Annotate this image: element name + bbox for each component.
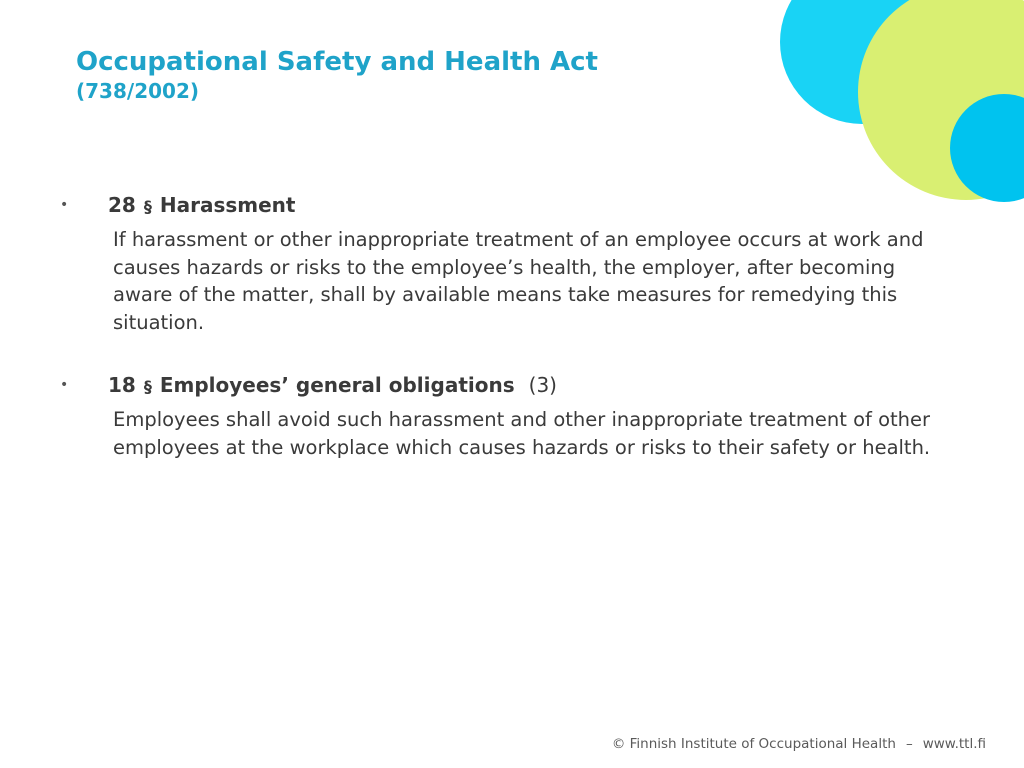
footer-website-link[interactable]: www.ttl.fi — [922, 736, 986, 752]
slide-title — [76, 46, 598, 104]
title-act-number: (738/2002) — [76, 79, 199, 103]
section-sign: § — [143, 197, 152, 216]
bullet-icon: • — [60, 197, 69, 213]
footer-copyright: © Finnish Institute of Occupational Health — [611, 736, 896, 752]
section-text: If harassment or other inappropriate treatment of an employee occurs at work and causes hazards or risks to the employee’s health, the employer, after becoming aware of the matter, shall by available means take measures for remedying this situation. — [113, 228, 924, 334]
cyan-circle — [780, 0, 944, 124]
section-title: Employees’ general obligations — [159, 373, 515, 397]
section-sign: § — [143, 377, 152, 396]
section-title: Harassment — [159, 193, 296, 217]
section-item-harassment — [60, 192, 940, 336]
section-number: 28 — [108, 193, 136, 217]
section-heading — [60, 192, 940, 220]
section-heading — [60, 372, 940, 400]
lime-circle — [858, 0, 1024, 200]
section-item-obligations — [60, 372, 940, 461]
blue-circle — [950, 94, 1024, 202]
subsection-number: (3) — [528, 373, 557, 397]
slide-footer — [612, 736, 986, 752]
title-main: Occupational Safety and Health Act — [76, 47, 598, 77]
bullet-icon: • — [60, 377, 69, 393]
footer-separator: – — [905, 736, 913, 752]
section-text: Employees shall avoid such harassment and other inappropriate treatment of other employees at the workplace which causes hazards or risks to their safety or health. — [113, 408, 931, 459]
section-number: 18 — [108, 373, 136, 397]
